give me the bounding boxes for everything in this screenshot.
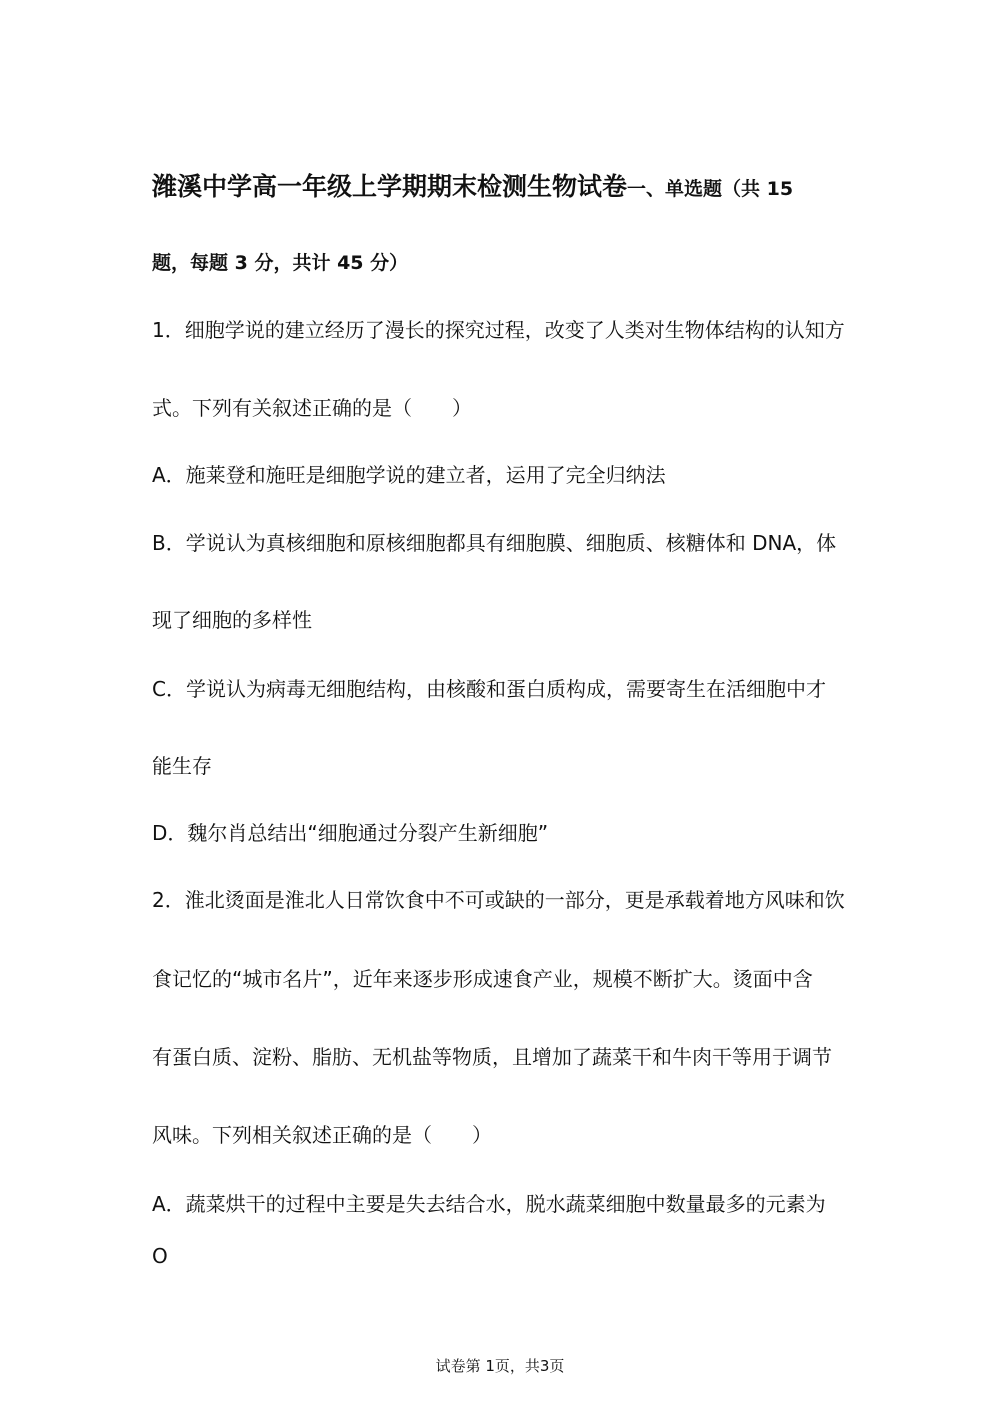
page-footer: 试卷第 1页，共3页 xyxy=(435,1357,565,1375)
question-1-option-b-line-1: B．学说认为真核细胞和原核细胞都具有细胞膜、细胞质、核糖体和 DNA，体 xyxy=(152,531,837,555)
question-2-stem-line-3: 有蛋白质、淀粉、脂肪、无机盐等物质，且增加了蔬菜干和牛肉干等用于调节 xyxy=(152,1045,832,1069)
question-2-option-a-line-2: O xyxy=(152,1244,168,1268)
question-1-option-d: D．魏尔肖总结出“细胞通过分裂产生新细胞” xyxy=(152,821,549,845)
question-1-stem-line-2: 式。下列有关叙述正确的是（ ） xyxy=(152,396,472,420)
question-1-option-b-line-2: 现了细胞的多样性 xyxy=(152,608,312,632)
question-2-option-a-line-1: A．蔬菜烘干的过程中主要是失去结合水，脱水蔬菜细胞中数量最多的元素为 xyxy=(152,1192,826,1216)
question-1-stem-line-1: 1．细胞学说的建立经历了漫长的探究过程，改变了人类对生物体结构的认知方 xyxy=(152,318,845,342)
question-2-stem-line-2: 食记忆的“城市名片”，近年来逐步形成速食产业，规模不断扩大。烫面中含 xyxy=(152,967,813,991)
question-2-stem-line-1: 2．淮北烫面是淮北人日常饮食中不可或缺的一部分，更是承载着地方风味和饮 xyxy=(152,888,845,912)
exam-title: 潍溪中学高一年级上学期期末检测生物试卷 xyxy=(152,172,628,201)
question-2-stem-line-4: 风味。下列相关叙述正确的是（ ） xyxy=(152,1123,492,1147)
exam-title-line xyxy=(152,172,793,204)
question-1-option-a: A．施莱登和施旺是细胞学说的建立者，运用了完全归纳法 xyxy=(152,463,666,487)
question-1-option-c-line-1: C．学说认为病毒无细胞结构，由核酸和蛋白质构成，需要寄生在活细胞中才 xyxy=(152,677,826,701)
section-heading-part1: 一、单选题（共 15 xyxy=(627,178,794,200)
section-heading-text: 题，每题 3 分，共计 45 分） xyxy=(152,252,409,274)
section-heading-part2 xyxy=(152,248,408,278)
question-1-option-c-line-2: 能生存 xyxy=(152,754,212,778)
